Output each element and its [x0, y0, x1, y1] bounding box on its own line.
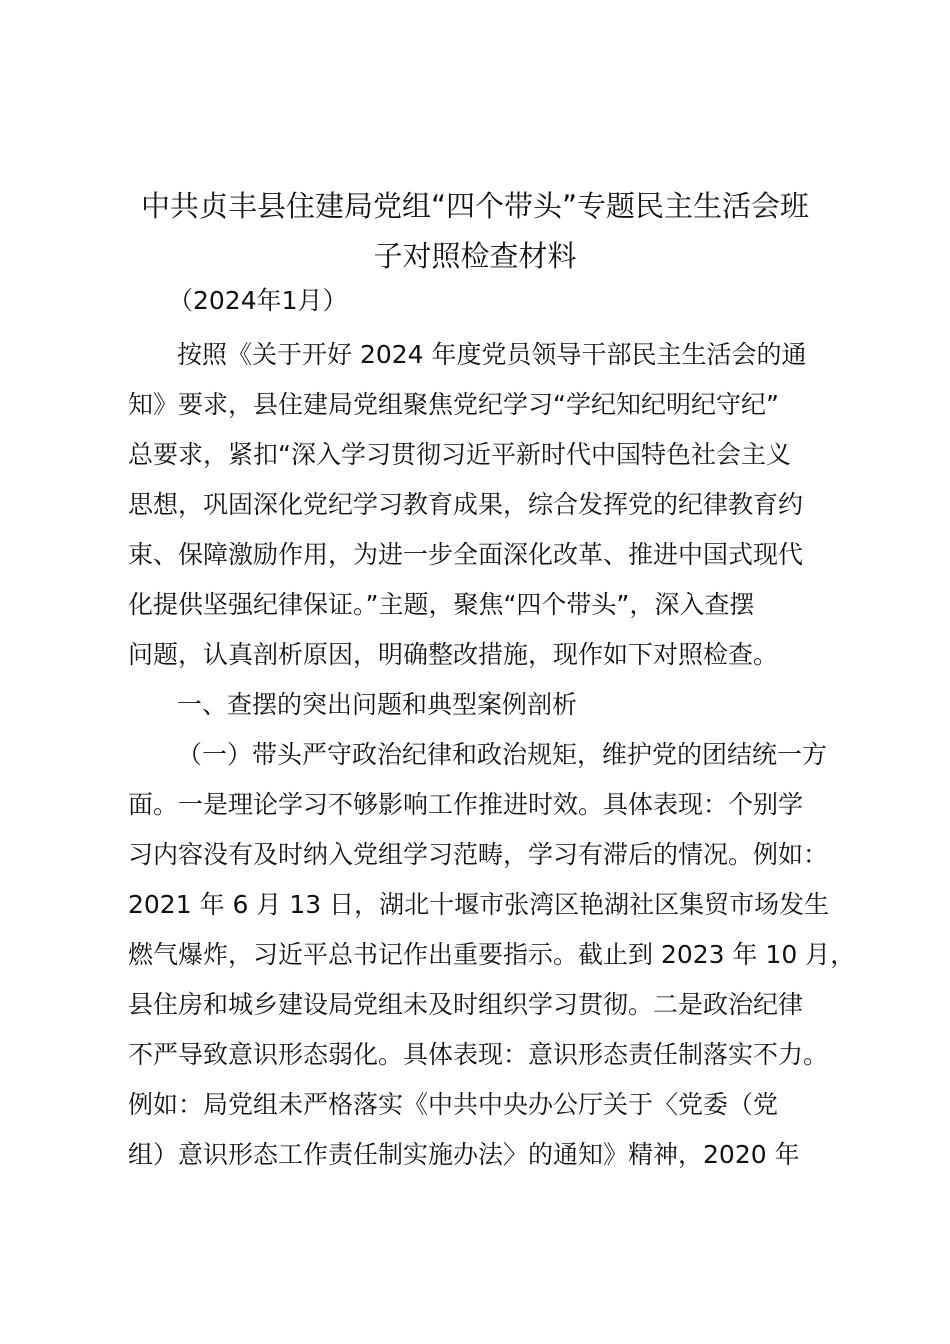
- paragraph-2-line: 燃气爆炸，习近平总书记作出重要指示。截止到 2023 年 10 月，: [128, 940, 856, 969]
- paragraph-2-line: （一）带头严守政治纪律和政治规矩，维护党的团结统一方: [177, 740, 828, 769]
- paragraph-2-line: 2021 年 6 月 13 日，湖北十堰市张湾区艳湖社区集贸市场发生: [128, 890, 830, 919]
- paragraph-2-line: 面。一是理论学习不够影响工作推进时效。具体表现：个别学: [128, 790, 804, 819]
- paragraph-1-line: 问题，认真剖析原因，明确整改措施，现作如下对照检查。: [128, 640, 779, 669]
- paragraph-1-line: 知》要求，县住建局党组聚焦党纪学习“学纪知纪明纪守纪”: [128, 390, 779, 419]
- paragraph-2-line: 组）意识形态工作责任制实施办法〉的通知》精神，2020 年: [128, 1140, 800, 1169]
- paragraph-2-line: 习内容没有及时纳入党组学习范畴，学习有滞后的情况。例如：: [128, 840, 829, 869]
- section-1-heading: 一、查摆的突出问题和典型案例剖析: [177, 690, 578, 719]
- paragraph-1-line: 按照《关于开好 2024 年度党员领导干部民主生活会的通: [177, 340, 807, 369]
- paragraph-2-line: 例如：局党组未严格落实《中共中央办公厅关于〈党委（党: [128, 1090, 779, 1119]
- paragraph-2-line: 县住房和城乡建设局党组未及时组织学习贯彻。二是政治纪律: [128, 990, 804, 1019]
- document-date: （2024年1月）: [168, 286, 348, 315]
- paragraph-1-line: 束、保障激励作用，为进一步全面深化改革、推进中国式现代: [128, 540, 804, 569]
- paragraph-2-line: 不严导致意识形态弱化。具体表现：意识形态责任制落实不力。: [128, 1040, 829, 1069]
- paragraph-1-line: 化提供坚强纪律保证。”主题，聚焦“四个带头”，深入查摆: [128, 590, 755, 619]
- document-title-line-1: 中共贞丰县住建局党组“四个带头”专题民主生活会班: [140, 189, 810, 223]
- paragraph-1-line: 总要求，紧扣“深入学习贯彻习近平新时代中国特色社会主义: [128, 440, 791, 469]
- paragraph-1-line: 思想，巩固深化党纪学习教育成果，综合发挥党的纪律教育约: [128, 490, 804, 519]
- document-title-line-2: 子对照检查材料: [373, 239, 577, 273]
